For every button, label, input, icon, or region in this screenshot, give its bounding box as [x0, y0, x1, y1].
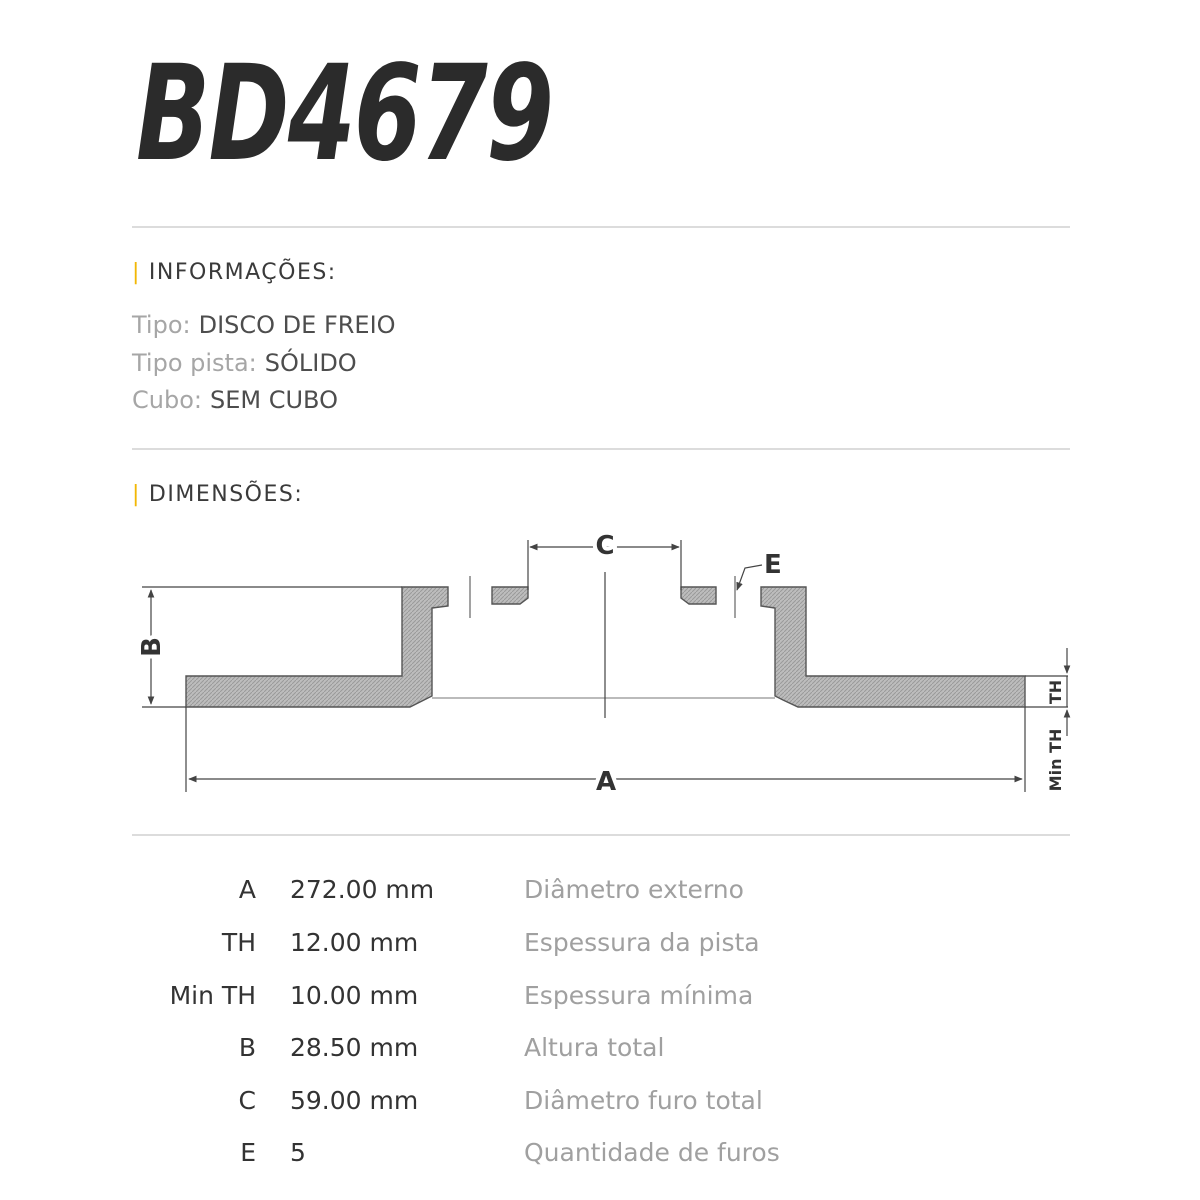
dimensions-heading: [132, 482, 303, 508]
label-a: A: [595, 767, 617, 797]
label-c: C: [595, 531, 615, 561]
product-code: BD4679: [136, 37, 553, 191]
info-row-tipo-pista: [132, 349, 357, 377]
e-leader: [737, 565, 762, 590]
spec-value: 272.00 mm: [290, 875, 435, 904]
info-value: DISCO DE FREIO: [198, 311, 396, 339]
info-value: SEM CUBO: [209, 386, 338, 414]
label-min-th: Min TH: [1046, 728, 1065, 792]
spec-description: Diâmetro furo total: [524, 1086, 763, 1115]
accent-bar: |: [132, 260, 141, 285]
divider: [132, 834, 1070, 836]
label-b: B: [137, 637, 167, 657]
info-label: Tipo pista:: [132, 349, 257, 377]
spec-symbol: A: [238, 875, 256, 904]
info-heading-text: INFORMAÇÕES:: [148, 260, 337, 285]
spec-value: 28.50 mm: [290, 1033, 419, 1062]
label-e: E: [764, 550, 782, 580]
spec-description: Altura total: [524, 1033, 665, 1062]
disc-right-half: [761, 587, 1025, 707]
info-label: Tipo:: [132, 311, 191, 339]
spec-row: [0, 870, 1200, 910]
spec-value: 12.00 mm: [290, 928, 419, 957]
spec-description: Diâmetro externo: [524, 875, 744, 904]
spec-value: 5: [290, 1138, 306, 1167]
spec-symbol: TH: [221, 928, 256, 957]
dimensions-heading-text: DIMENSÕES:: [148, 482, 304, 507]
spec-description: Espessura mínima: [524, 981, 754, 1010]
disc-left-half: [186, 587, 448, 707]
spec-row: [0, 1133, 1200, 1173]
spec-row: [0, 1081, 1200, 1121]
disc-cross-section-diagram: [0, 520, 1200, 810]
hub-flange-left: [492, 587, 528, 604]
spec-row: [0, 976, 1200, 1016]
divider: [132, 226, 1070, 228]
info-row-tipo: [132, 311, 396, 339]
info-heading: [132, 260, 337, 286]
label-th: TH: [1046, 679, 1065, 705]
spec-symbol: C: [238, 1086, 256, 1115]
info-row-cubo: [132, 386, 338, 414]
spec-description: Espessura da pista: [524, 928, 760, 957]
spec-value: 59.00 mm: [290, 1086, 419, 1115]
info-value: SÓLIDO: [264, 349, 357, 377]
accent-bar: |: [132, 482, 141, 507]
spec-symbol: Min TH: [169, 981, 256, 1010]
spec-symbol: E: [240, 1138, 256, 1167]
spec-symbol: B: [238, 1033, 256, 1062]
info-label: Cubo:: [132, 386, 202, 414]
hub-flange-right: [681, 587, 716, 604]
spec-description: Quantidade de furos: [524, 1138, 780, 1167]
spec-row: [0, 1028, 1200, 1068]
spec-row: [0, 923, 1200, 963]
spec-value: 10.00 mm: [290, 981, 419, 1010]
divider: [132, 448, 1070, 450]
